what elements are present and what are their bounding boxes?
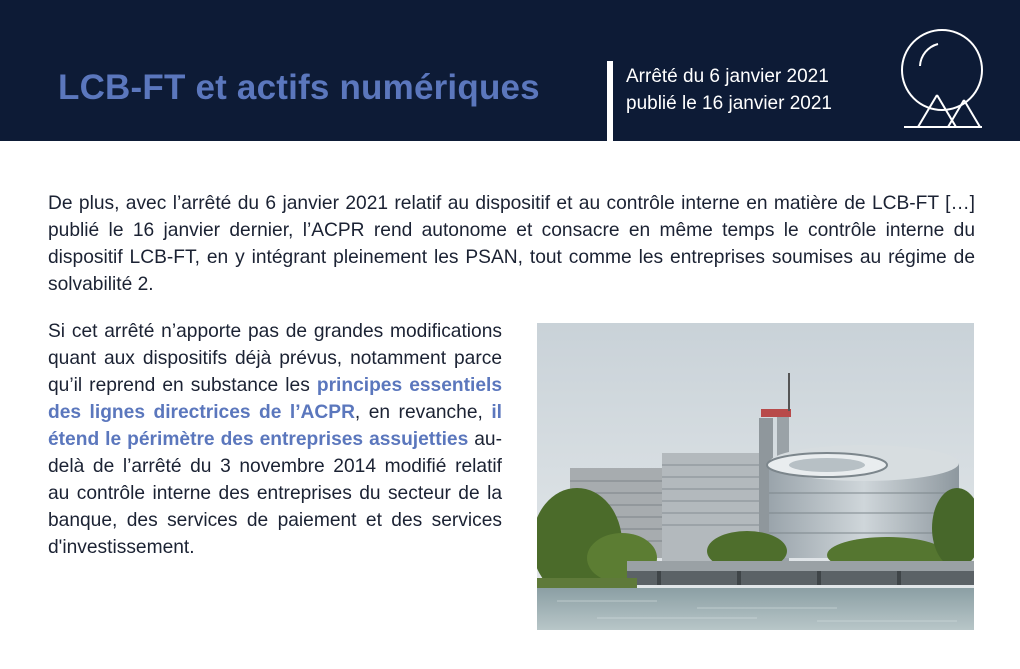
paragraph-text-3: au-delà de l’arrêté du 3 novembre 2014 modifié relatif au contrôle interne des entreprises du secteur de la banque, des services de paiement et des services d'investissement. [48, 429, 502, 558]
detail-paragraph [48, 318, 502, 561]
highlight-scope-extension: il étend le périmètre des entreprises assujetties [48, 402, 502, 450]
paragraph-text-1: Si cet arrêté n’apporte pas de grandes modifications quant aux dispositifs déjà prévus, notamment parce qu’il reprend en substance les [48, 321, 502, 396]
highlight-acpr-guidelines: principes essentiels des lignes directrices de l’ACPR [48, 375, 502, 423]
building-photo-icon [537, 323, 974, 630]
publication-date: publié le 16 janvier 2021 [626, 93, 832, 114]
page-title: LCB-FT et actifs numériques [58, 68, 540, 107]
header-banner [0, 0, 1020, 141]
magnifier-lens-logo-icon [898, 28, 986, 132]
header-divider [607, 61, 613, 141]
paragraph-text-2: , en revanche, [354, 402, 492, 423]
intro-paragraph: De plus, avec l’arrêté du 6 janvier 2021 relatif au dispositif et au contrôle interne en matière de LCB-FT […] publié le 16 janvier dernier, l’ACPR rend autonome et consacre en même temps le contrôle interne du dispositif LCB-FT, en y intégrant pleinement les PSAN, tout comme les entreprises soumises au régime de solvabilité 2. [48, 193, 975, 295]
decree-date: Arrêté du 6 janvier 2021 [626, 66, 829, 87]
building-photo [537, 323, 974, 630]
